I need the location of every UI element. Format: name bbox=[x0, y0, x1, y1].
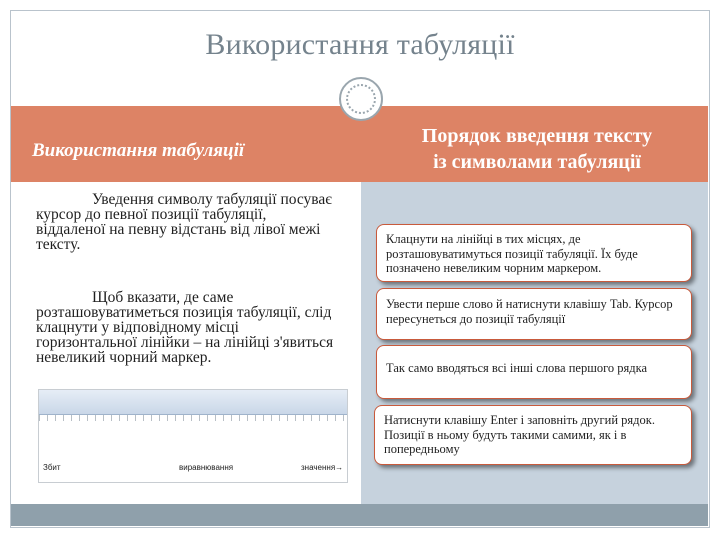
right-column-heading bbox=[372, 123, 702, 175]
step-card-1: Клацнути на лінійці в тих місцях, де розташовуватимуться позиції табуляції. Їх буде позначено невеликим чорним маркером. bbox=[376, 224, 692, 282]
step-card-2: Увести перше слово й натиснути клавішу Tab. Курсор пересунеться до позиції табуляції bbox=[376, 288, 692, 340]
right-heading-line-1: Порядок введення тексту bbox=[421, 125, 653, 147]
step-card-3: Так само вводяться всі інші слова першого рядка bbox=[376, 345, 692, 399]
ruler-screenshot bbox=[38, 389, 348, 483]
ruler-example-text-2: виравнювання bbox=[179, 463, 234, 472]
paragraph-tab-position bbox=[36, 290, 336, 365]
circle-ornament-icon bbox=[339, 77, 383, 121]
slide-title: Використання табуляції bbox=[205, 28, 515, 61]
horizontal-ruler bbox=[39, 415, 347, 421]
left-column-heading: Використання табуляції bbox=[32, 140, 245, 161]
right-heading-line-2: із символами табуляції bbox=[433, 151, 641, 173]
ruler-example-text-1: Збит bbox=[43, 463, 61, 472]
bottom-band bbox=[11, 504, 708, 526]
ruler-example-text-3: значення→ bbox=[301, 463, 344, 472]
paragraph-tab-definition-text: Уведення символу табуляції посуває курсор до певної позиції табуляції, віддаленої на певну відстань від лівої межі тексту. bbox=[36, 191, 332, 253]
paragraph-tab-position-text: Щоб вказати, де саме розташовуватиметься позиція табуляції, слід клацнути у відповідному місці горизонтальної лінійки – на лінійці з'явиться невеликий чорний маркер. bbox=[36, 289, 334, 366]
ruler-toolbar bbox=[39, 390, 347, 415]
step-card-4: Натиснути клавішу Enter і заповніть другий рядок. Позиції в ньому будуть такими самими, як і в попередньому bbox=[374, 405, 692, 465]
paragraph-tab-definition bbox=[36, 192, 336, 252]
